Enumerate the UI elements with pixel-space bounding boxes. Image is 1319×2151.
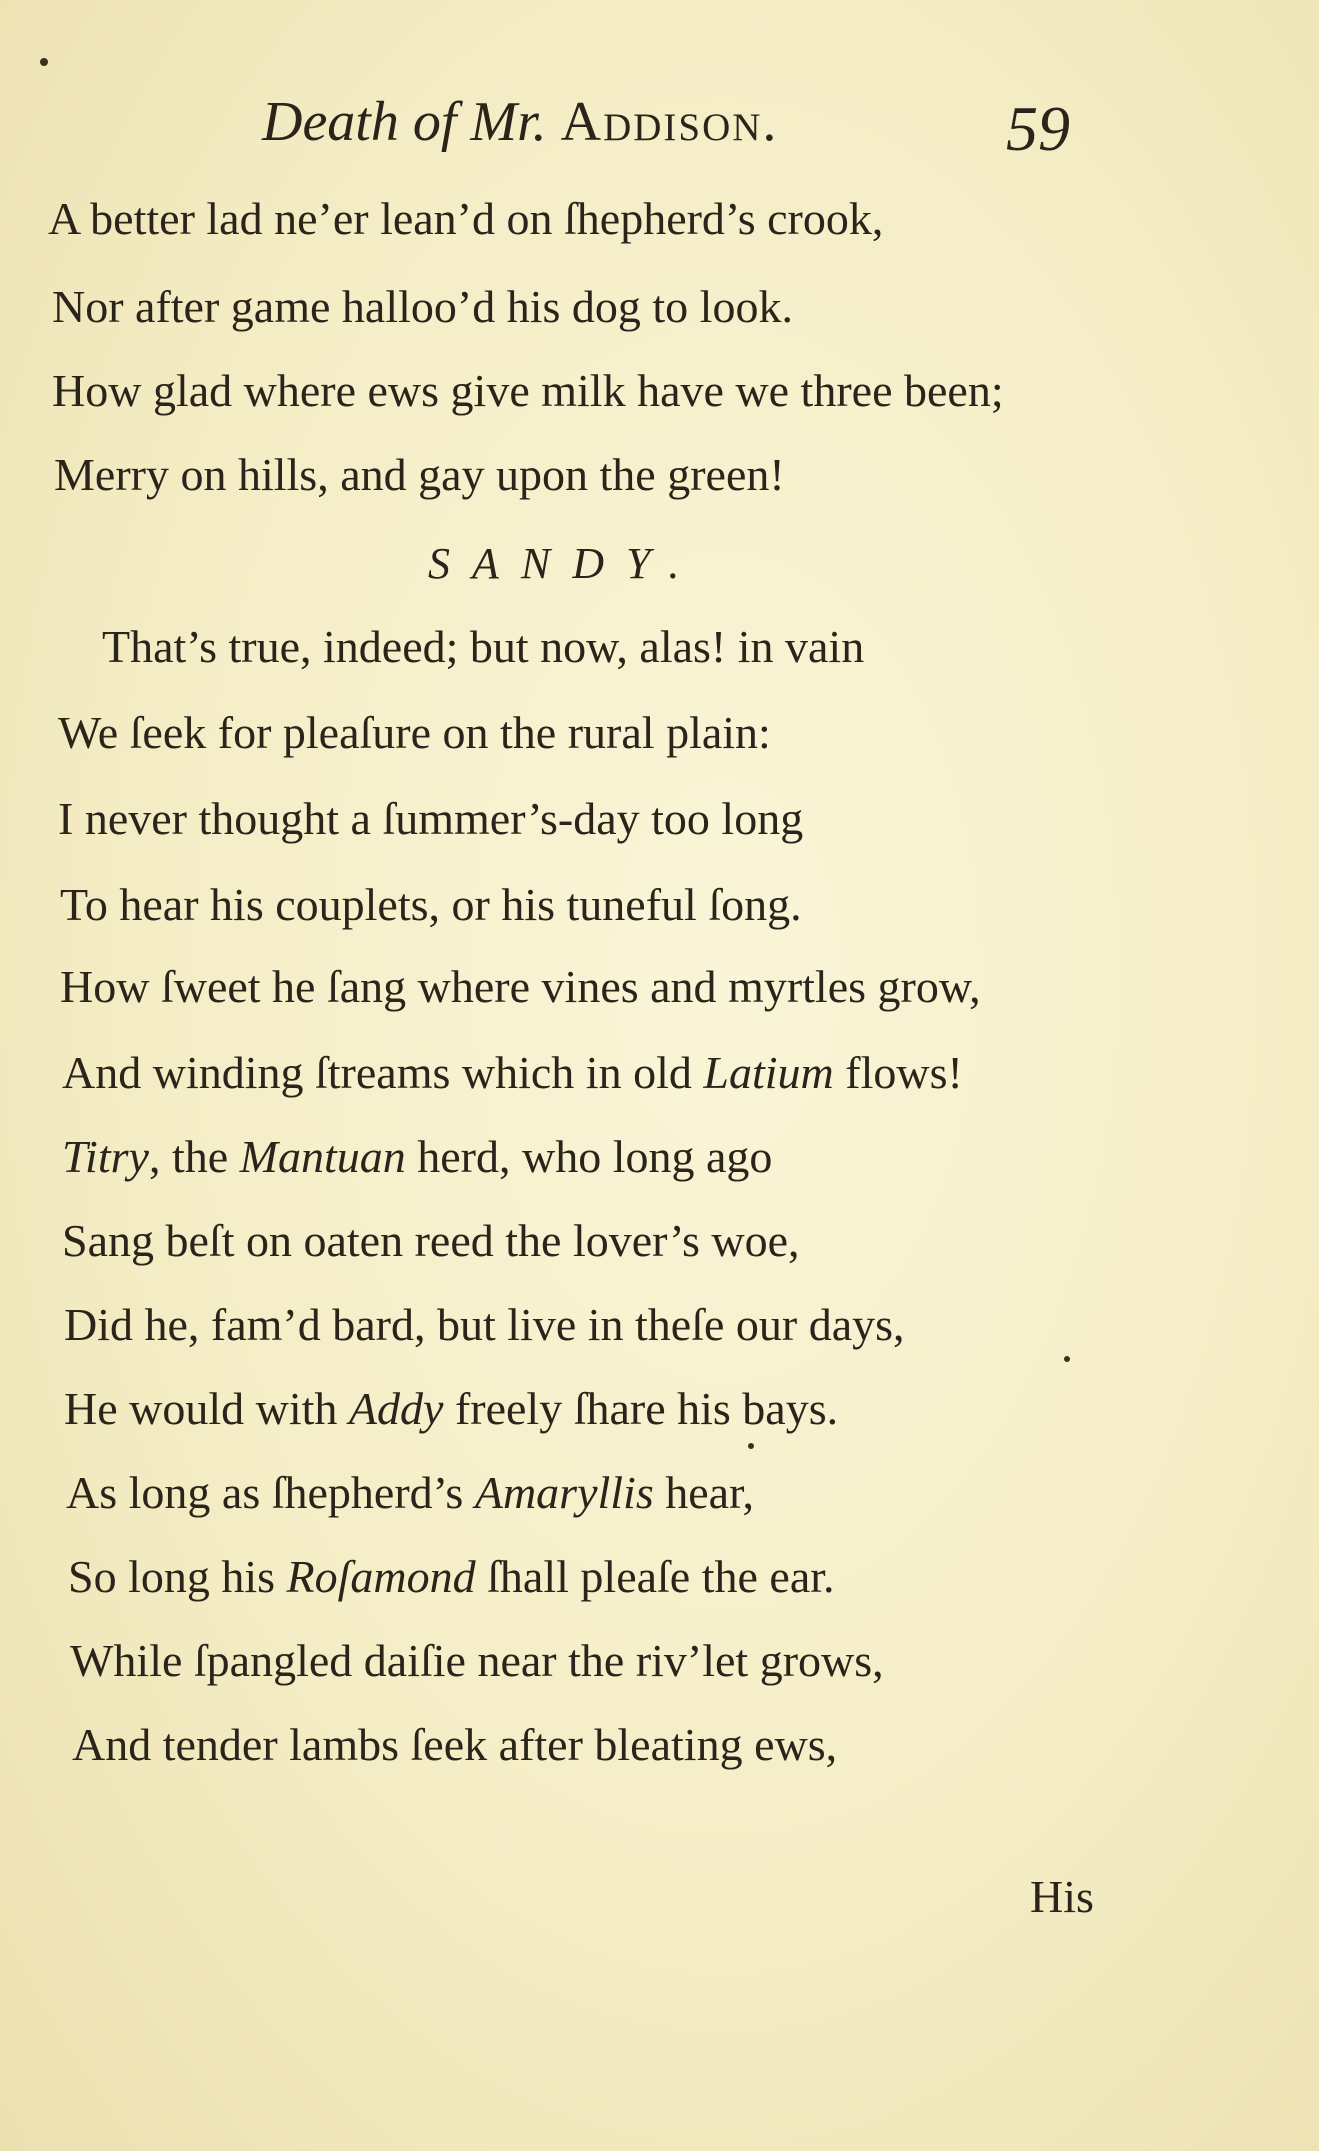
italic-word: Mantuan: [239, 1131, 406, 1182]
verse-line: That’s true, indeed; but now, alas! in vain: [102, 621, 865, 672]
italic-word: Roſamond: [286, 1551, 476, 1602]
page-number: 59: [1006, 93, 1070, 164]
verse-line: We ſeek for pleaſure on the rural plain:: [58, 707, 771, 758]
verse-line: How ſweet he ſang where vines and myrtles grow,: [60, 961, 981, 1012]
verse-line: A better lad ne’er lean’d on ſhepherd’s crook,: [48, 193, 884, 244]
verse-line: Did he, fam’d bard, but live in theſe our days,: [64, 1299, 905, 1350]
ink-speck: [748, 1443, 754, 1449]
verse-line: Sang beſt on oaten reed the lover’s woe,: [62, 1215, 800, 1266]
italic-word: Addy: [348, 1383, 444, 1434]
verse-line: And winding ſtreams which in old Latium flows!: [62, 1047, 963, 1098]
italic-word: Amaryllis: [474, 1467, 654, 1518]
verse-line: He would with Addy freely ſhare his bays.: [64, 1383, 839, 1434]
verse-line: So long his Roſamond ſhall pleaſe the ear.: [68, 1551, 835, 1602]
verse-line: Merry on hills, and gay upon the green!: [54, 449, 785, 500]
italic-word: Latium: [703, 1047, 834, 1098]
verse-line: Titry, the Mantuan herd, who long ago: [62, 1131, 773, 1182]
running-head-name: Addison.: [560, 91, 779, 153]
ink-speck: [1064, 1356, 1070, 1362]
verse-line: As long as ſhepherd’s Amaryllis hear,: [66, 1467, 755, 1518]
running-head-title: Death of Mr.: [262, 91, 547, 153]
running-head: [262, 90, 778, 154]
verse-line: How glad where ews give milk have we three been;: [52, 365, 1004, 416]
verse-line: While ſpangled daiſie near the riv’let grows,: [70, 1635, 884, 1686]
italic-word: Titry: [62, 1131, 149, 1182]
ink-speck: [40, 58, 48, 66]
verse-line: To hear his couplets, or his tuneful ſong.: [60, 879, 802, 930]
speaker-name: SANDY.: [428, 539, 702, 588]
verse-line: And tender lambs ſeek after bleating ews,: [72, 1719, 838, 1770]
catchword: His: [1030, 1871, 1094, 1922]
verse-line: Nor after game halloo’d his dog to look.: [52, 281, 793, 332]
verse-line: I never thought a ſummer’s-day too long: [58, 793, 804, 844]
